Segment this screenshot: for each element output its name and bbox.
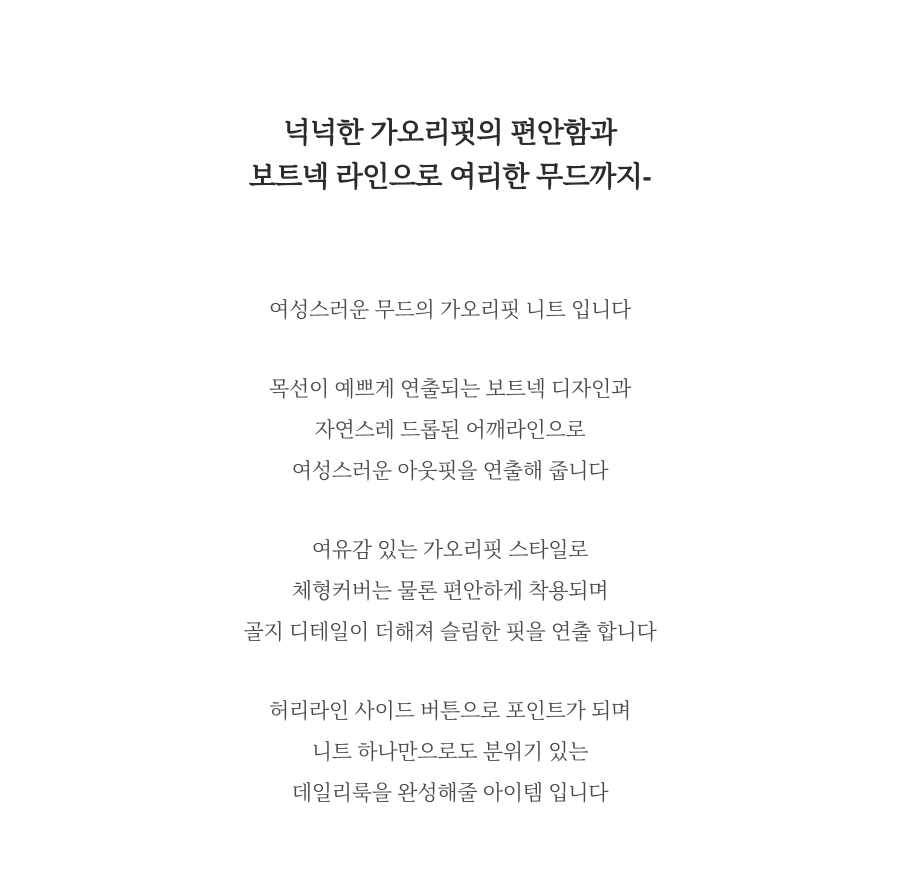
description-line: 데일리룩을 완성해줄 아이템 입니다	[291, 781, 609, 805]
description-line: 골지 디테일이 더해져 슬림한 핏을 연출 합니다	[243, 620, 657, 644]
description-line: 체형커버는 물론 편안하게 착용되며	[291, 579, 609, 603]
description-line: 여성스러운 무드의 가오리핏 니트 입니다	[269, 298, 631, 322]
page-title	[249, 111, 651, 199]
description-body	[244, 290, 657, 814]
description-paragraph	[244, 369, 657, 492]
description-line: 자연스레 드롭된 어깨라인으로	[314, 418, 586, 442]
page-title-line: 넉넉한 가오리핏의 편안함과	[283, 116, 617, 148]
description-paragraph	[244, 691, 657, 814]
description-paragraph	[244, 530, 657, 653]
description-paragraph	[244, 290, 657, 331]
description-line: 여유감 있는 가오리핏 스타일로	[311, 538, 589, 562]
description-line: 니트 하나만으로도 분위기 있는	[311, 740, 589, 764]
description-line: 허리라인 사이드 버튼으로 포인트가 되며	[269, 699, 631, 723]
description-line: 목선이 예쁘게 연출되는 보트넥 디자인과	[269, 377, 631, 401]
description-line: 여성스러운 아웃핏을 연출해 줍니다	[291, 459, 609, 483]
page-title-line: 보트넥 라인으로 여리한 무드까지-	[248, 160, 652, 192]
